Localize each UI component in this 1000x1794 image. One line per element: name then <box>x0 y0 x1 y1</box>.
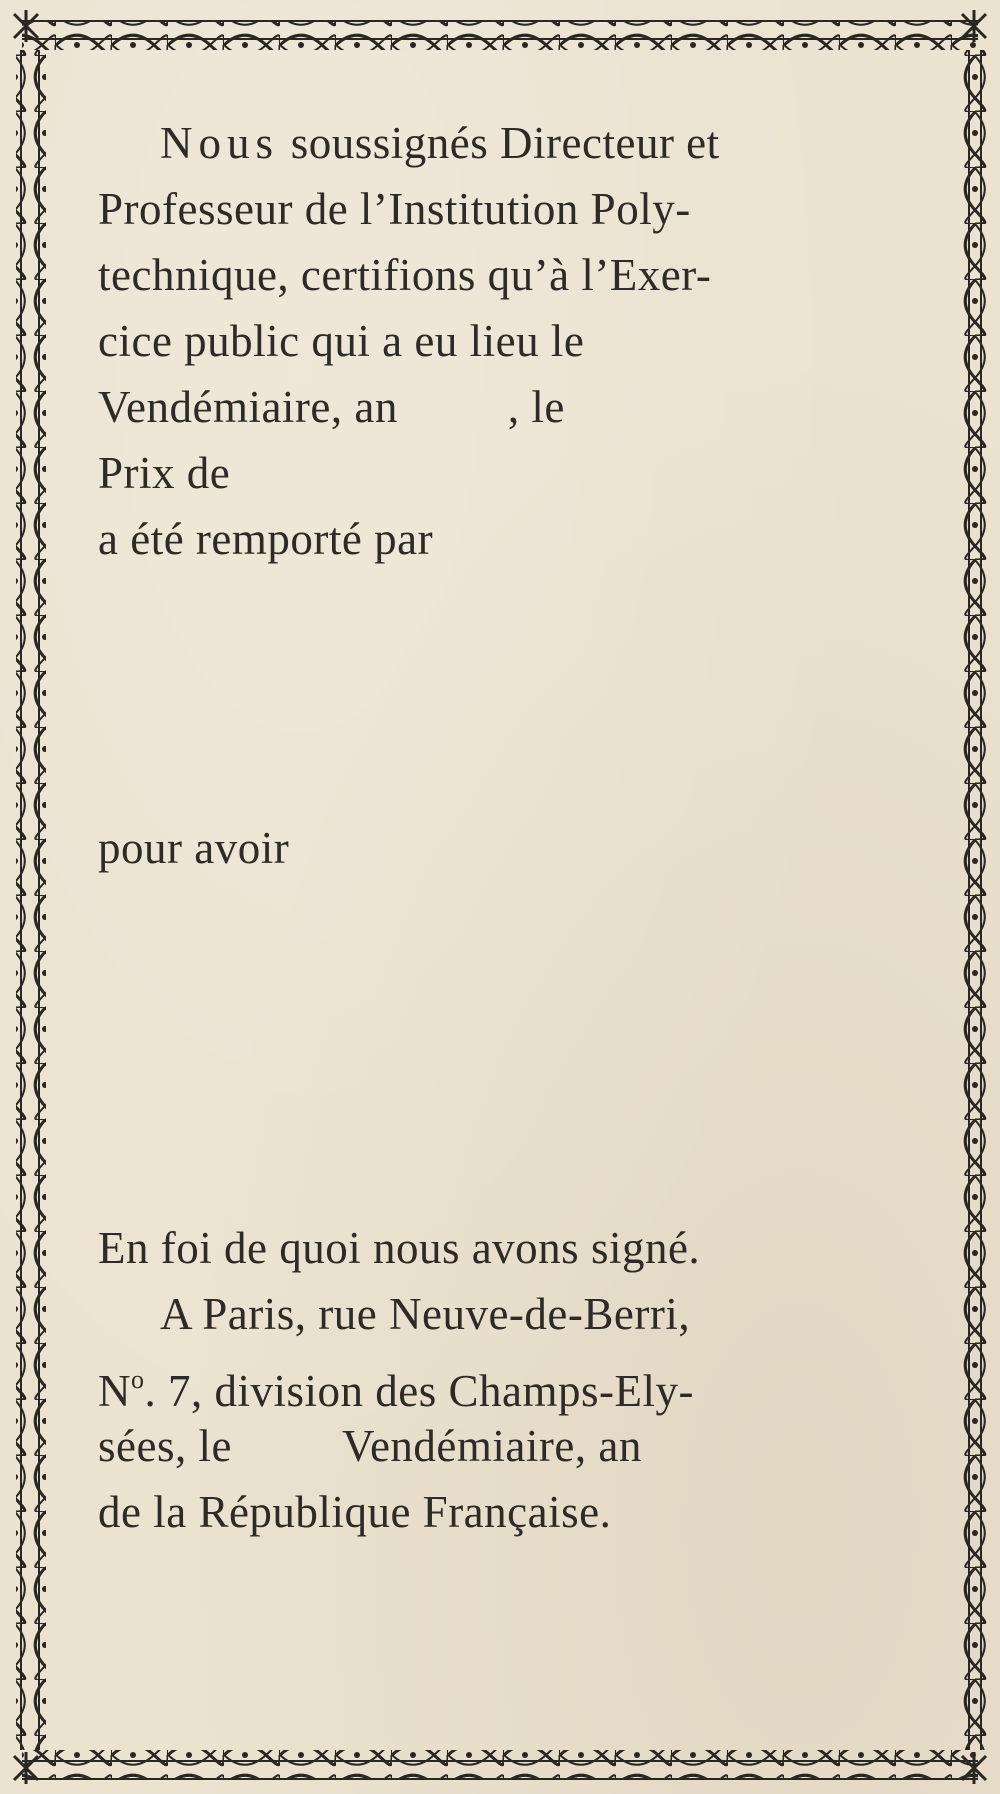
border-right <box>962 50 992 1750</box>
closing-line: En foi de quoi nous avons signé. <box>98 1223 701 1273</box>
line-1: Nous soussignés Directeur et <box>160 118 720 168</box>
border-bottom <box>22 1750 978 1780</box>
certificate-text-main <box>98 110 928 572</box>
line-2: Professeur de l’Institution Poly- <box>98 184 691 234</box>
border-top <box>22 20 978 50</box>
address-line-3: sées, le Vendémiaire, an <box>98 1421 642 1471</box>
line-6: Prix de <box>98 448 231 498</box>
address-line-1: A Paris, rue Neuve-de-Berri, <box>160 1289 691 1339</box>
border-left <box>16 50 46 1750</box>
address-line-4: de la République Française. <box>98 1487 612 1537</box>
address-line-2: $N^o$. 7, division des Champs-Ely- <box>98 1365 694 1416</box>
line-7: a été remporté par <box>98 514 434 564</box>
line-3: technique, certifions qu’à l’Exer- <box>98 250 712 300</box>
line-4: cice public qui a eu lieu le <box>98 316 585 366</box>
closing-and-address <box>98 1215 928 1545</box>
reason-label: pour avoir <box>98 823 290 873</box>
line-5: Vendémiaire, an , le <box>98 382 565 432</box>
